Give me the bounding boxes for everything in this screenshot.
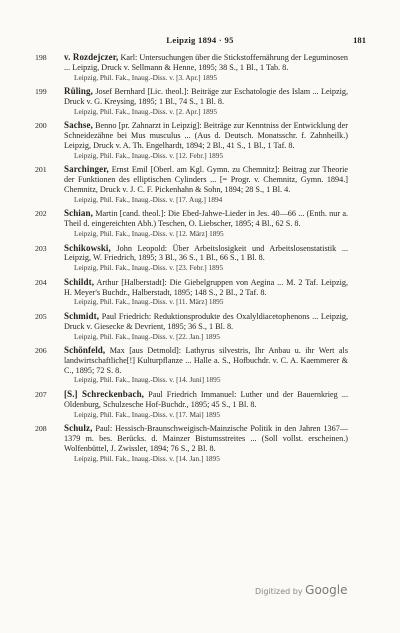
list-item (0, 244, 348, 273)
entry-imprint: Leipzig, Phil. Fak., Inaug.-Diss. v. [23. Febr.] 1895 (74, 263, 224, 273)
entry-author: Schian, (64, 208, 93, 219)
entry-imprint: Leipzig, Phil. Fak., Inaug.-Diss. v. [14. Juni] 1895 (74, 375, 221, 385)
entry-text: John Leopold: Über Arbeitslosigkeit und Arbeitslosenstatistik ... Leipzig, W. Friedrich, 1895; 3 Bl., 36 S., 1 Bl., 66 S., 1 Bl. 8. (64, 243, 348, 263)
entry-text: Martin [cand. theol.]: Die Ebed-Jahwe-Lieder in Jes. 40—66 ... (Enth. nur a. Theil d. eingereichten Abh.) Teschen, O. Liebscher, 1895; 4 Bl., 62 S. 8. (64, 209, 349, 229)
entry-text: Paul Friedrich Immanuel: Luther und der Bauernkrieg ... Oldenburg, Schulzesche Hof-Buchdr., 1895; 45 S., 1 Bl. 8. (64, 390, 348, 409)
page-number: 181 (353, 35, 366, 45)
entry-number: 199 (35, 87, 47, 97)
entry-author: v. Rozdejczer, (64, 52, 119, 62)
list-item (0, 346, 348, 384)
entry-author: Rüling, (64, 86, 93, 97)
entry-author: Schmidt, (64, 310, 100, 321)
entry-author: Schulz, (64, 423, 93, 434)
entry-imprint: Leipzig, Phil. Fak., Inaug.-Diss. v. [3. Apr.] 1895 (74, 72, 218, 82)
list-item (0, 53, 348, 82)
watermark-brand: Google (305, 583, 348, 597)
page-title: Leipzig 1894 · 95 (166, 35, 234, 45)
entry-text: Paul Friedrich: Reduktionsprodukte des Oxalyldiacetophenons ... Leipzig, Druck v. Giesecke & Devrient, 1895; 36 S., 1 Bl. 8. (64, 311, 348, 331)
entry-author: Schikowski, (64, 242, 111, 253)
entry-author: Schönfeld, (64, 345, 106, 356)
list-item (0, 209, 348, 238)
entry-author: Sarchinger, (64, 164, 109, 175)
entry-imprint: Leipzig, Phil. Fak., Inaug.-Diss. v. [12. Febr.] 1895 (74, 150, 224, 160)
entry-text: Karl: Untersuchungen über die Stickstoffernährung der Leguminosen ... Leipzig, Druck v. Sellmann & Henne, 1895; 38 S., 1 Bl., 1 Tab. 8. (64, 53, 349, 72)
entry-number: 206 (35, 346, 47, 356)
entry-text: Paul: Hessisch-Braunschweigisch-Mainzische Politik in den Jahren 1367—1379 m. bes. Berücks. d. Mainzer Bistumsstreites ... (Soll vollst. erscheinen.) Wolfenbüttel, J. Zwissler, 1894; 76 S., 2 Bl. 8. (64, 424, 349, 453)
entry-text: Benno [pr. Zahnarzt in Leipzig]: Beiträge zur Kenntniss der Entwicklung der Schneidezähne bei Mus musculus ... (Aus d. Deutsch. Monatsschr. f. Zahnheilk.) Leipzig, Druck v. A. Th. Engelhardt, 1894; 2 Bl., 41 S., 1 Bl., 1 Taf. 8. (64, 121, 348, 150)
list-item (0, 312, 348, 341)
list-item (0, 390, 348, 419)
list-item (0, 165, 348, 203)
entry-number: 201 (35, 165, 47, 175)
entry-number: 198 (35, 53, 47, 62)
entry-text: Max [aus Detmold]: Lathyrus silvestris, Ihr Anbau u. ihr Wert als landwirtschaftliche[!] Kulturpflanze ... Halle a. S., Hofbuchdr. v. C. A. Kaemmerer & C., 1895; 72 S. 8. (64, 346, 348, 375)
watermark-prefix: Digitized by (255, 587, 303, 596)
entry-author: Sachse, (64, 120, 93, 131)
entry-imprint: Leipzig, Phil. Fak., Inaug.-Diss. v. [22. Jan.] 1895 (74, 331, 220, 341)
list-item (0, 87, 348, 116)
page-header (0, 35, 400, 49)
entry-text: Ernst Emil [Oberl. am Kgl. Gymn. zu Chemnitz]: Beitrag zur Theorie der Funktionen des elliptischen Cylinders ... [= Progr. v. Chemnitz, Gymn. 1894.] Chemnitz, Druck v. J. C. F. Pickenhahn & Sohn, 1894; 28 S., 1 Bl. 4. (64, 165, 349, 194)
entry-imprint: Leipzig, Phil. Fak., Inaug.-Diss. v. [2. Apr.] 1895 (74, 106, 218, 116)
entry-number: 202 (35, 209, 47, 219)
entry-author: [S.] Schreckenbach, (64, 389, 145, 400)
entry-author: Schildt, (64, 276, 95, 287)
entry-number: 200 (35, 121, 47, 131)
digitized-watermark (255, 583, 347, 597)
entry-text: Arthur [Halberstadt]: Die Giebelgruppen von Aegina ... M. 2 Taf. Leipzig, H. Meyer's Buchdr., Halberstadt, 1895; 148 S., 2 Bl., 2 Taf. 8. (64, 277, 348, 297)
entry-number: 207 (35, 390, 47, 400)
bibliography-list (0, 53, 400, 468)
entry-number: 204 (35, 277, 47, 287)
entry-text: Josef Bernhard [Lic. theol.]: Beiträge zur Eschatologie des Islam ... Leipzig, Druck v. G. Kreysing, 1895; 1 Bl., 74 S., 1 Bl. 8. (64, 87, 349, 106)
entry-imprint: Leipzig, Phil. Fak., Inaug.-Diss. v. [17. Mai] 1895 (74, 409, 221, 419)
entry-number: 205 (35, 311, 47, 321)
entry-imprint: Leipzig, Phil. Fak., Inaug.-Diss. v. [12. März] 1895 (74, 228, 224, 238)
entry-imprint: Leipzig, Phil. Fak., Inaug.-Diss. v. [14. Jan.] 1895 (74, 453, 220, 463)
entry-number: 208 (35, 424, 47, 434)
list-item (0, 121, 348, 159)
list-item (0, 278, 348, 307)
list-item (0, 424, 348, 462)
entry-imprint: Leipzig, Phil. Fak., Inaug.-Diss. v. [17. Aug.] 1894 (74, 194, 223, 204)
entry-number: 203 (35, 243, 47, 253)
entry-imprint: Leipzig, Phil. Fak., Inaug.-Diss. v. [11. März] 1895 (74, 297, 224, 307)
